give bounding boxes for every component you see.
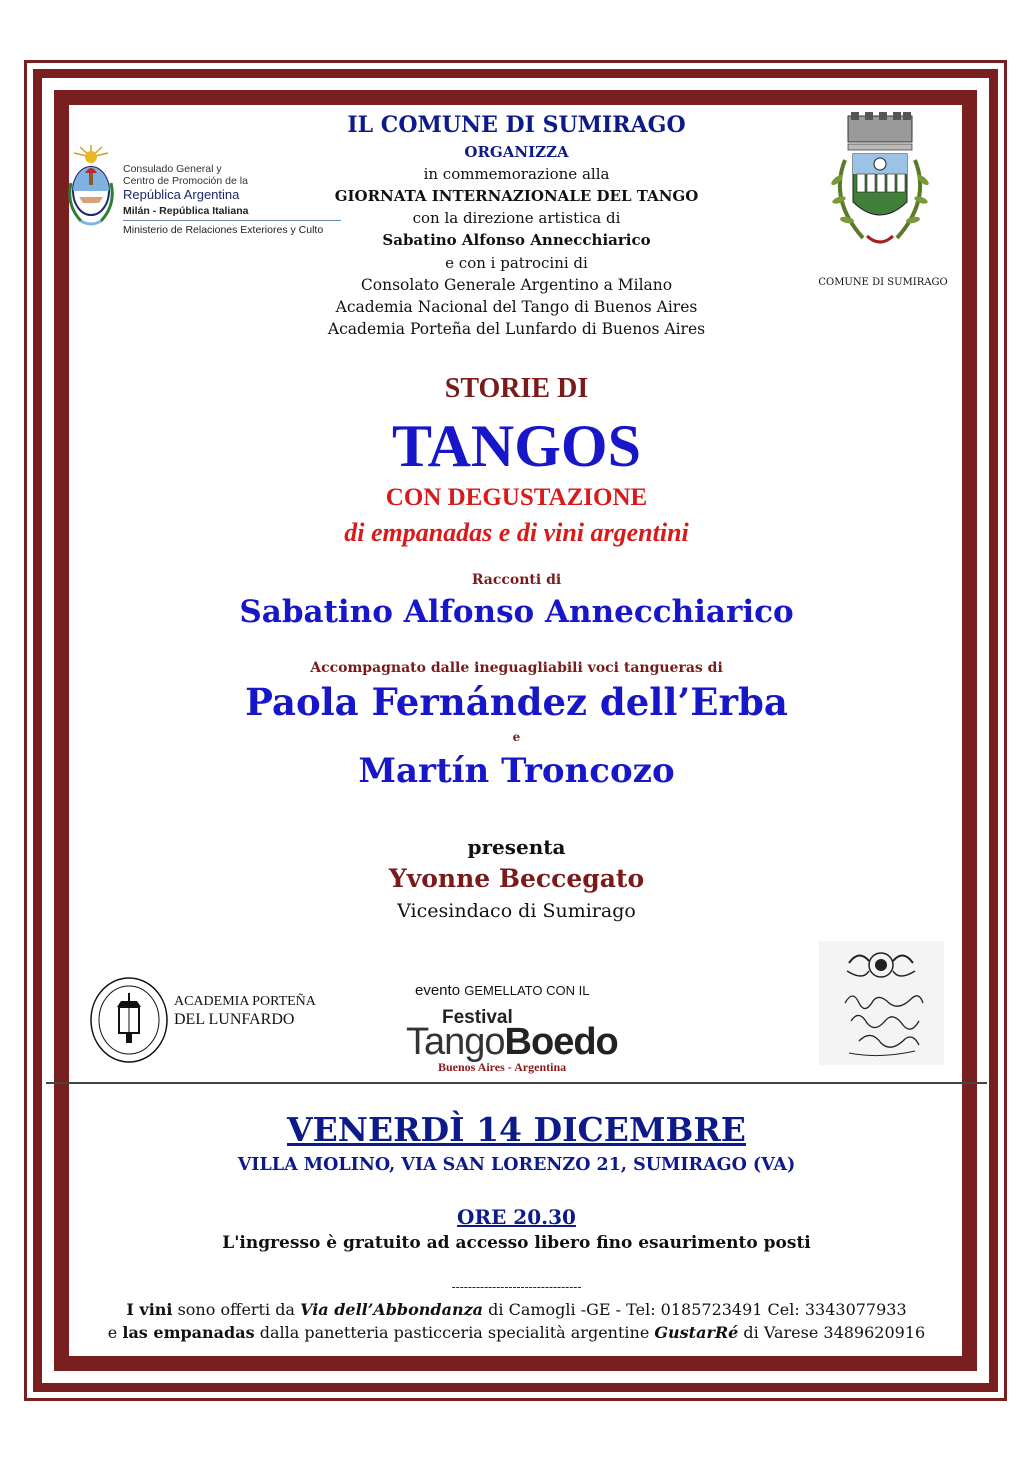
academia-nacional-del-tango-logo [819, 941, 944, 1065]
patrocinio-item: Consolato Generale Argentino a Milano [360, 276, 673, 294]
consolato-line5: Ministerio de Relaciones Exteriores y Culto [123, 224, 324, 236]
footer-vini [0, 1300, 1033, 1319]
event-tangos: TANGOS [392, 413, 641, 479]
event-storie: STORIE DI [444, 373, 589, 404]
event-time: ORE 20.30 [457, 1205, 576, 1229]
header-giornata: GIORNATA INTERNAZIONALE DEL TANGO [334, 187, 699, 205]
event-voce1: Paola Fernández dell’Erba [245, 680, 788, 724]
event-accompagnato: Accompagnato dalle ineguagliabili voci tangueras di [310, 660, 723, 676]
patrocinio-item: Academia Nacional del Tango di Buenos Aires [335, 298, 698, 316]
footer-emp-text: dalla panetteria pasticceria specialità argentine [254, 1323, 655, 1342]
event-empanadas: di empanadas e di vini argentini [344, 518, 689, 547]
boedo-label: Boedo [504, 1021, 618, 1063]
consolato-line4: Milán - República Italiana [123, 205, 249, 217]
festival-tango-boedo-logo [400, 982, 640, 1077]
lunfardo-line2: DEL LUNFARDO [174, 1011, 295, 1028]
event-degustazione: CON DEGUSTAZIONE [385, 484, 648, 511]
footer-emp-label: las empanadas [122, 1323, 255, 1342]
boedo-sub: Buenos Aires - Argentina [438, 1060, 567, 1074]
event-venue: VILLA MOLINO, VIA SAN LORENZO 21, SUMIRAGO (VA) [237, 1155, 796, 1175]
footer-empanadas [0, 1323, 1033, 1342]
header-direttore: Sabatino Alfonso Annecchiarico [382, 231, 651, 249]
consolato-line2: Centro de Promoción de la [123, 175, 248, 187]
event-ruolo: Vicesindaco di Sumirago [397, 900, 636, 922]
tango-label: Tango [406, 1021, 505, 1063]
footer-vini-label: I vini [126, 1300, 173, 1319]
footer-emp-e: e [107, 1323, 123, 1342]
header-direzione: con la direzione artistica di [412, 209, 621, 227]
footer-emp-contacts: di Varese 3489620916 [738, 1323, 926, 1342]
lunfardo-logo [88, 975, 316, 1065]
gemellato-rest: GEMELLATO CON IL [464, 983, 590, 998]
footer-vini-shop: Via dell’Abbondanza [300, 1300, 484, 1319]
header-patrocini-intro: e con i patrocini di [445, 254, 588, 272]
consolato-line3: República Argentina [123, 187, 240, 202]
event-narratore: Sabatino Alfonso Annecchiarico [239, 594, 794, 630]
footer-vini-contacts: di Camogli -GE - Tel: 0185723491 Cel: 3343077933 [483, 1300, 907, 1319]
separator: -------------------------------- [451, 1280, 582, 1294]
event-presenta: presenta [467, 835, 566, 859]
comune-caption: COMUNE DI SUMIRAGO [818, 277, 948, 288]
event-date: VENERDÌ 14 DICEMBRE [287, 1110, 746, 1149]
festival-label: Festival [442, 1007, 513, 1028]
event-presentatrice: Yvonne Beccegato [388, 864, 645, 893]
gemellato-evento: evento [415, 982, 461, 999]
lunfardo-lantern-icon [88, 975, 170, 1065]
event-voce2: Martín Troncozo [358, 751, 675, 791]
consolato-line1: Consulado General y [123, 163, 222, 175]
footer-vini-text: sono offerti da [172, 1300, 301, 1319]
event-ingresso: L'ingresso è gratuito ad accesso libero fino esaurimento posti [222, 1233, 811, 1253]
divider [46, 1082, 987, 1084]
header-title: IL COMUNE DI SUMIRAGO [347, 112, 686, 138]
header-commemorazione: in commemorazione alla [423, 165, 610, 183]
patrocinio-item: Academia Porteña del Lunfardo di Buenos Aires [327, 320, 706, 338]
footer-emp-shop: GustarRé [654, 1323, 739, 1342]
lunfardo-line1: ACADEMIA PORTEÑA [174, 994, 316, 1009]
event-e: e [512, 730, 521, 744]
header-organizza: ORGANIZZA [464, 143, 569, 161]
event-racconti: Racconti di [471, 572, 562, 588]
